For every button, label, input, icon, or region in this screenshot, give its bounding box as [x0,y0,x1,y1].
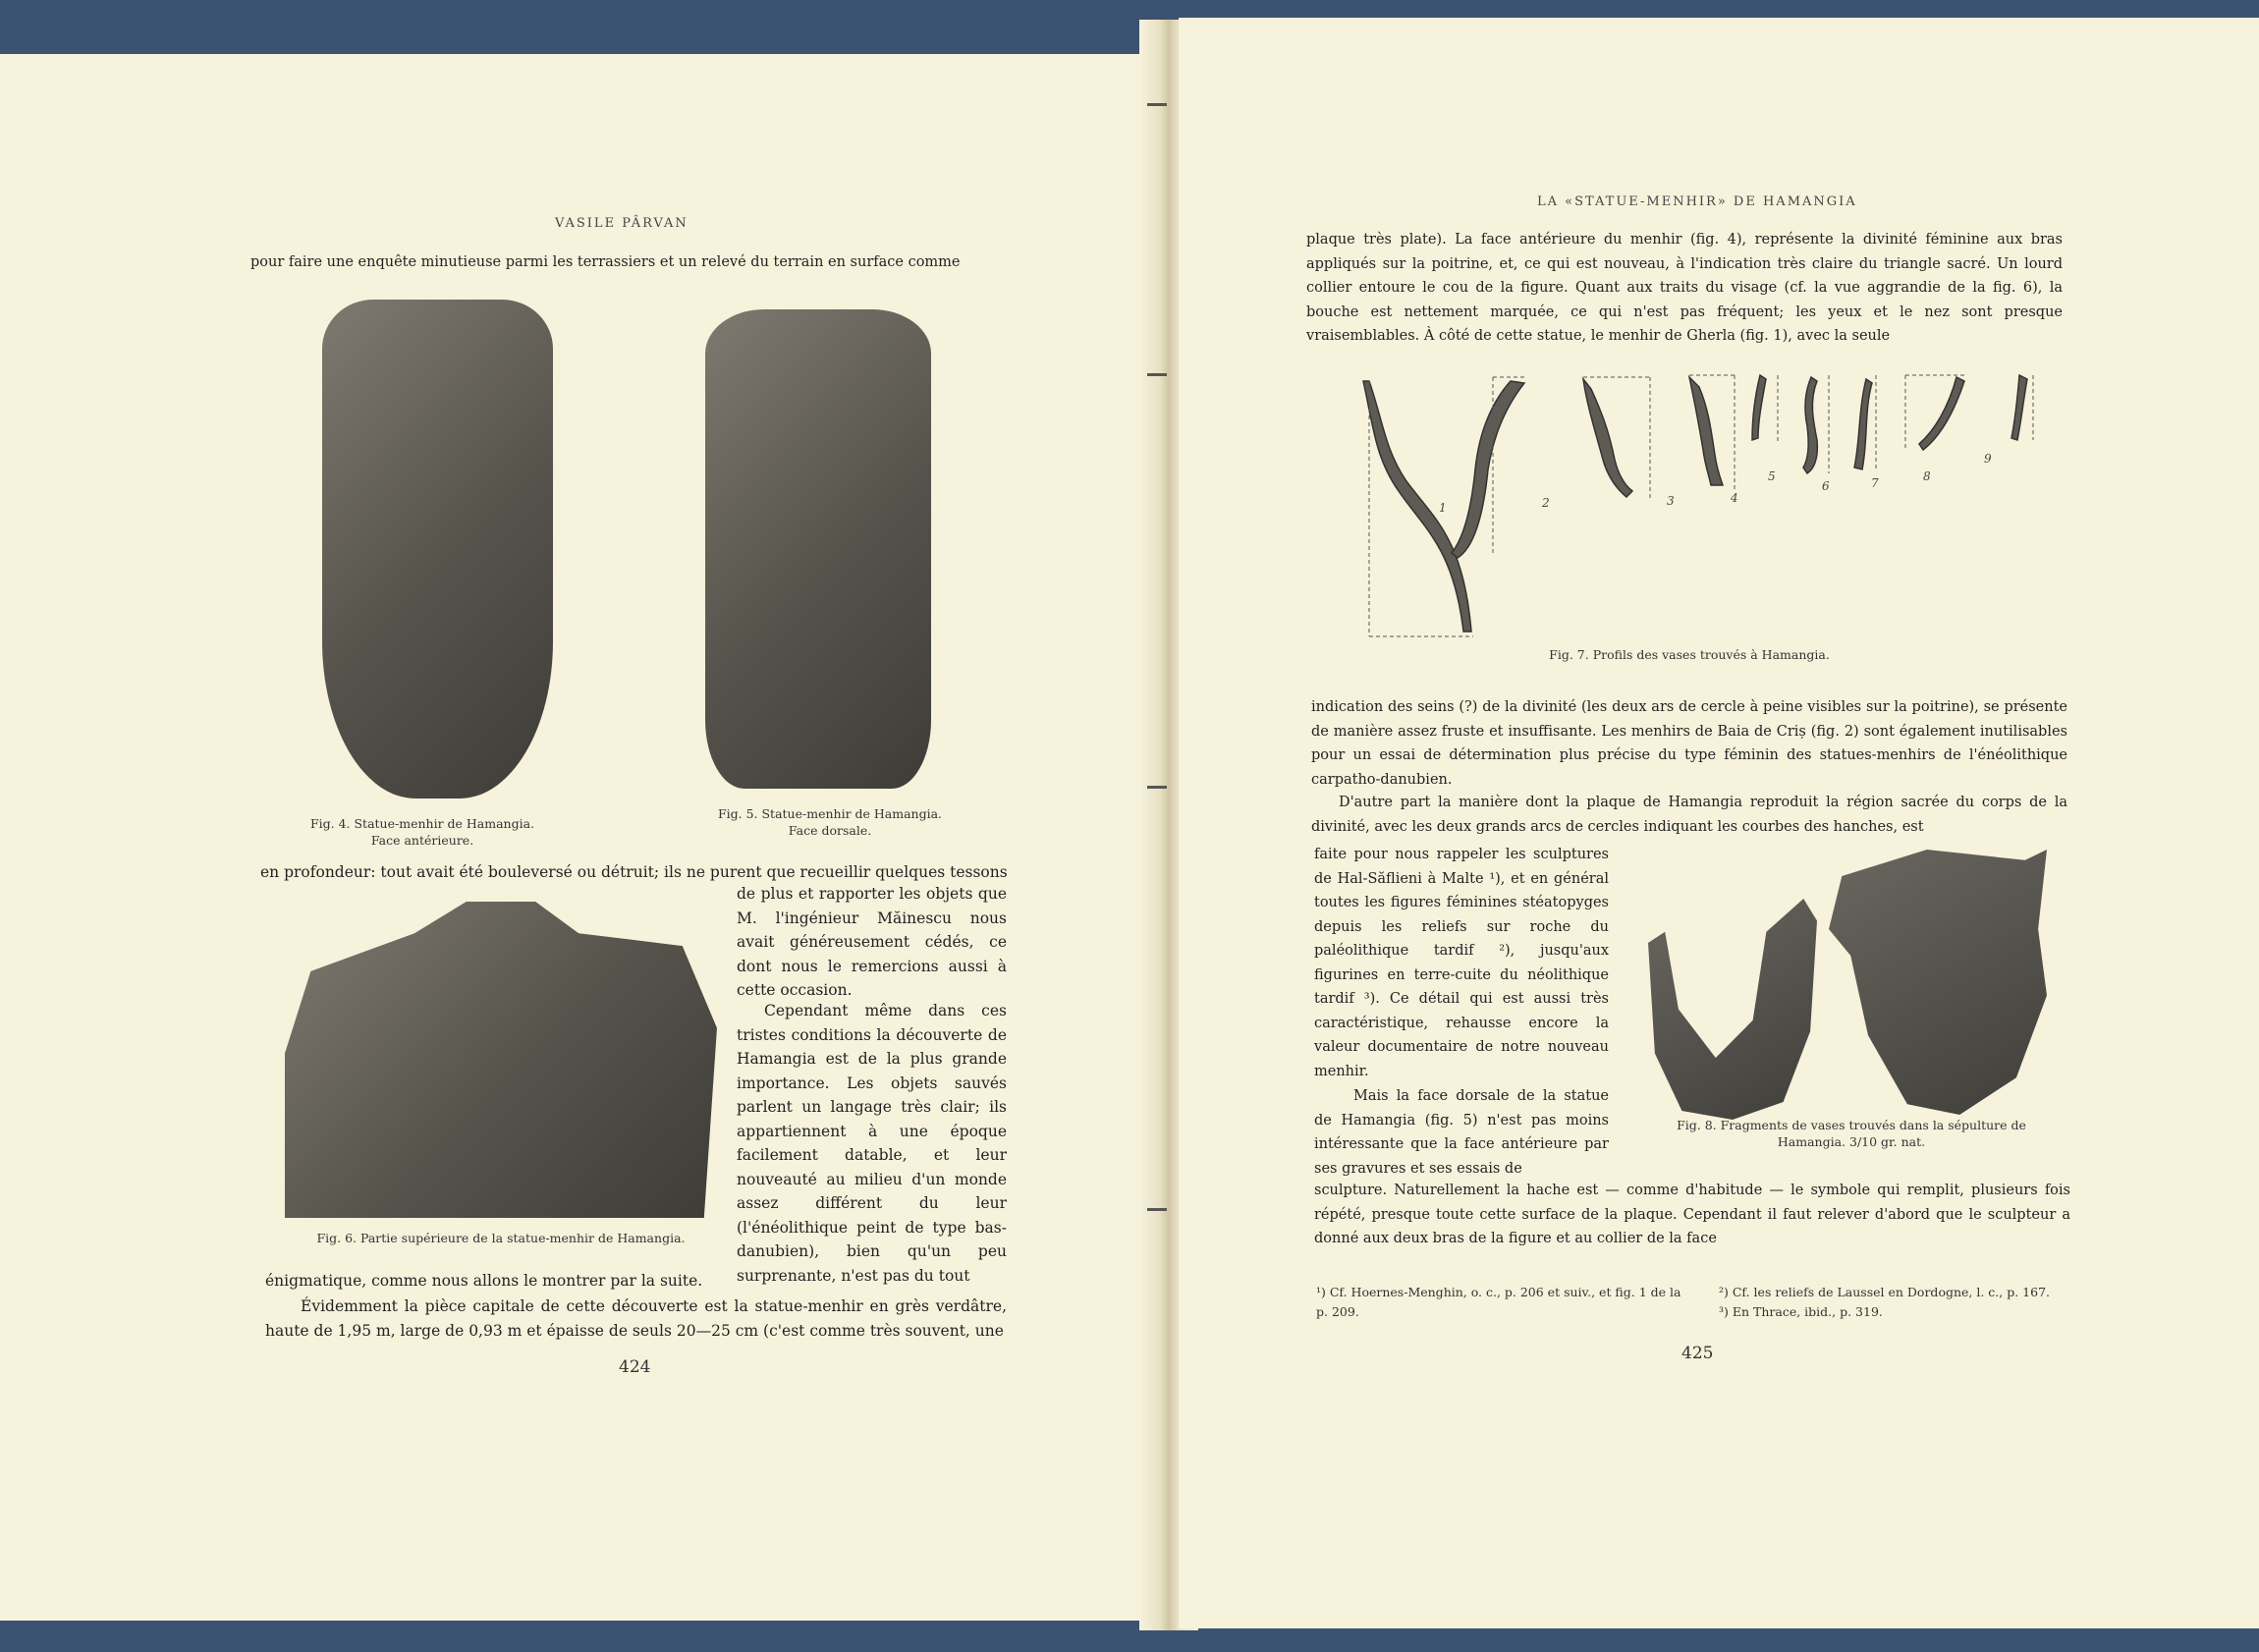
fig7-label-1: 1 [1439,501,1447,515]
paragraph-side-1: de plus et rapporter les objets que M. l'ingénieur Măinescu nous avait généreusement cédés, ce dont nous le remercions aussi à cette occasion. [737,885,1007,999]
page-number-right: 425 [1681,1344,1714,1363]
paragraph-middle-2: D'autre part la manière dont la plaque de Hamangia reproduit la région sacrée du corps de la divinité, avec les deux grands arcs de cercles indiquant les courbes des hanches, est [1311,795,2067,835]
paragraph-side-2: Cependant même dans ces tristes conditions la découverte de Hamangia est de la plus grande importance. Les objets sauvés parlent un langage très clair; ils appartiennent à une époque facilement datable, et leur nouveauté au milieu d'un monde assez différent du leur (l'énéolithique peint de type bas-danubien), bien qu'un peu surprenante, n'est pas du tout [737,1002,1007,1285]
fig5-caption-line2: Face dorsale. [788,823,872,838]
vase-profile-8 [1919,377,1964,450]
running-header-right: LA «STATUE-MENHIR» DE HAMANGIA [1537,194,1857,209]
fig7-label-8: 8 [1923,469,1931,483]
binding-stitch [1147,1208,1167,1211]
vase-profile-4 [1689,377,1723,485]
fig6-caption: Fig. 6. Partie supérieure de la statue-menhir de Hamangia. [316,1231,686,1245]
fig7-label-4: 4 [1731,491,1738,505]
fig7-label-7: 7 [1871,476,1879,490]
paragraph-side-right: faite pour nous rappeler les sculptures de Hal-Săflieni à Malte ¹), et en général toutes les figures féminines stéatopyges depuis les reliefs sur roche du paléolithique tardif ²), jusqu'aux figurines en terre-cuite du néolithique tardif ³). Ce détail qui est aussi très caractéristique, rehausse encore la valeur documentaire de notre nouveau menhir. [1314,847,1609,1079]
vase-profile-3 [1583,379,1632,497]
vase-profile-2 [1452,381,1524,558]
figure-4-menhir-front [322,300,553,798]
paragraph-full-1: en profondeur: tout avait été bouleversé ou détruit; ils ne purent que recueillir quelques tessons [260,863,1008,881]
vase-profile-1 [1363,381,1471,632]
fig5-caption-line1: Fig. 5. Statue-menhir de Hamangia. [717,806,943,821]
fig7-caption: Fig. 7. Profils des vases trouvés à Hamangia. [1549,647,1830,662]
fig8-caption [1635,1117,2067,1150]
binding-stitch [1147,786,1167,789]
vase-profile-6 [1803,377,1817,473]
paragraph-bottom: sculpture. Naturellement la hache est — comme d'habitude — le symbole qui remplit, plusieurs fois répété, presque toute cette surface de la plaque. Cependant il faut relever d'abord que le sculpteur a donné aux deux bras de la figure et au collier de la face [1314,1183,2070,1246]
fig5-caption [697,805,963,839]
fig7-label-3: 3 [1667,494,1675,508]
intro-line: pour faire une enquête minutieuse parmi les terrassiers et un relevé du terrain en surface comme [250,254,961,270]
paragraph-side-right-2: Mais la face dorsale de la statue de Hamangia (fig. 5) n'est pas moins intéressante que la face antérieure par ses gravures et ses essais de [1314,1088,1609,1177]
binding-stitch [1147,103,1167,106]
footnote-2: ²) Cf. les reliefs de Laussel en Dordogne, l. c., p. 167. [1719,1285,2051,1299]
fig4-caption-line1: Fig. 4. Statue-menhir de Hamangia. [309,816,535,831]
footnote-1: ¹) Cf. Hoernes-Menghin, o. c., p. 206 et suiv., et fig. 1 de la p. 209. [1316,1285,1681,1319]
footnote-3: ³) En Thrace, ibid., p. 319. [1719,1304,1883,1319]
fig8-caption-line2: Hamangia. 3/10 gr. nat. [1777,1134,1926,1149]
fig7-label-2: 2 [1542,496,1550,510]
vase-profile-7 [1854,379,1872,469]
fig8-caption-line1: Fig. 8. Fragments de vases trouvés dans la sépulture de [1677,1118,2026,1132]
left-page [0,54,1164,1621]
paragraph-last: Évidemment la pièce capitale de cette découverte est la statue-menhir en grès verdâtre, haute de 1,95 m, large de 0,93 m et épaisse de seuls 20—25 cm (c'est comme très souvent, une [265,1297,1007,1340]
paragraph-end: énigmatique, comme nous allons le montrer par la suite. [265,1272,703,1290]
running-header-left: VASILE PÂRVAN [555,216,689,231]
fig7-label-6: 6 [1822,479,1830,493]
figure-5-menhir-back [705,309,931,789]
figure-7-vase-profiles [1355,371,2063,646]
page-number-left: 424 [619,1357,651,1377]
fig7-label-5: 5 [1768,469,1776,483]
fig7-label-9: 9 [1984,452,1992,466]
vase-profile-5 [1752,375,1766,440]
paragraph-middle: indication des seins (?) de la divinité (les deux ars de cercle à peine visibles sur la poitrine), se présente de manière assez fruste et insuffisante. Les menhirs de Baia de Criș (fig. 2) sont également inutilisables pour un essai de détermination plus précise du type féminin des statues-menhirs de l'énéolithique carpatho-danubien. [1311,699,2067,788]
fig4-caption [295,815,550,849]
fig4-caption-line2: Face antérieure. [370,833,474,848]
binding-stitch [1147,373,1167,376]
paragraph-top: plaque très plate). La face antérieure du menhir (fig. 4), représente la divinité féminine aux bras appliqués sur la poitrine, et, ce qui est nouveau, à l'indication très claire du triangle sacré. Un lourd collier entoure le cou de la figure. Quant aux traits du visage (cf. la vue aggrandie de la fig. 6), la bouche est nettement marquée, ce qui n'est pas fréquent; les yeux et le nez sont presque vraisemblables. À côté de cette statue, le menhir de Gherla (fig. 1), avec la seule [1306,232,2063,344]
vase-profile-9 [2011,375,2027,440]
